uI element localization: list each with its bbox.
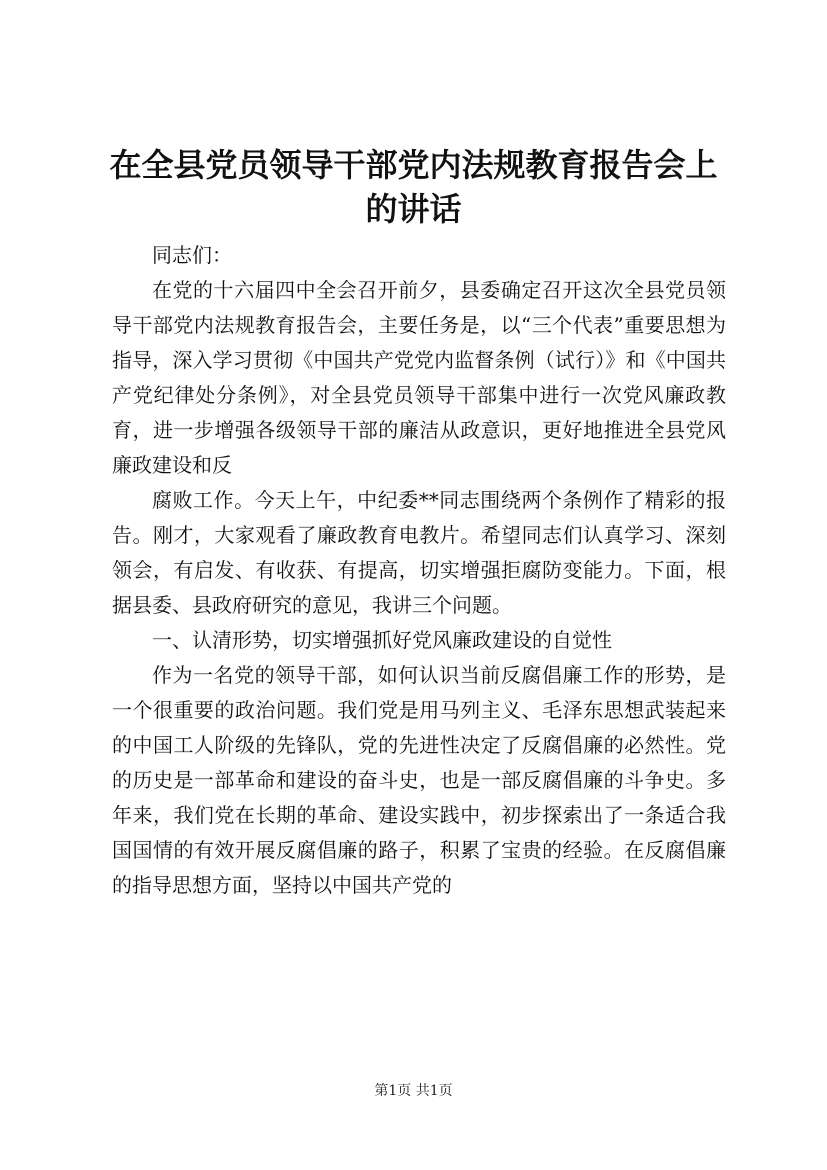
section-heading: 一、认清形势，切实增强抓好党风廉政建设的自觉性 xyxy=(152,628,612,652)
body-paragraph: 在党的十六届四中全会召开前夕，县委确定召开这次全县党员领导干部党内法规教育报告会，主要任务是，以“三个代表”重要思想为指导，深入学习贯彻《中国共产党党内监督条例（试行）》和《中国共产党纪律处分条例》，对全县党员领导干部集中进行一次党风廉政教育，进一步增强各级领导干部的廉洁从政意识，更好地推进全县党风廉政建设和反 xyxy=(112,278,726,477)
salutation-paragraph: 同志们： xyxy=(152,243,232,267)
page-footer: 第1页 共1页 xyxy=(374,1083,453,1099)
body-paragraph: 腐败工作。今天上午，中纪委**同志围绕两个条例作了精彩的报告。刚才，大家观看了廉政教育电教片。希望同志们认真学习、深刻领会，有启发、有收获、有提高，切实增强拒腐防变能力。下面，根据县委、县政府研究的意见，我讲三个问题。 xyxy=(112,488,726,617)
document-body xyxy=(112,238,726,903)
document-title: 在全县党员领导干部党内法规教育报告会上的讲话 xyxy=(109,146,718,228)
body-paragraph: 作为一名党的领导干部，如何认识当前反腐倡廉工作的形势，是一个很重要的政治问题。我们党是用马列主义、毛泽东思想武装起来的中国工人阶级的先锋队，党的先进性决定了反腐倡廉的必然性。党的历史是一部革命和建设的奋斗史，也是一部反腐倡廉的斗争史。多年来，我们党在长期的革命、建设实践中，初步探索出了一条适合我国国情的有效开展反腐倡廉的路子，积累了宝贵的经验。在反腐倡廉的指导思想方面，坚持以中国共产党的 xyxy=(112,663,726,897)
